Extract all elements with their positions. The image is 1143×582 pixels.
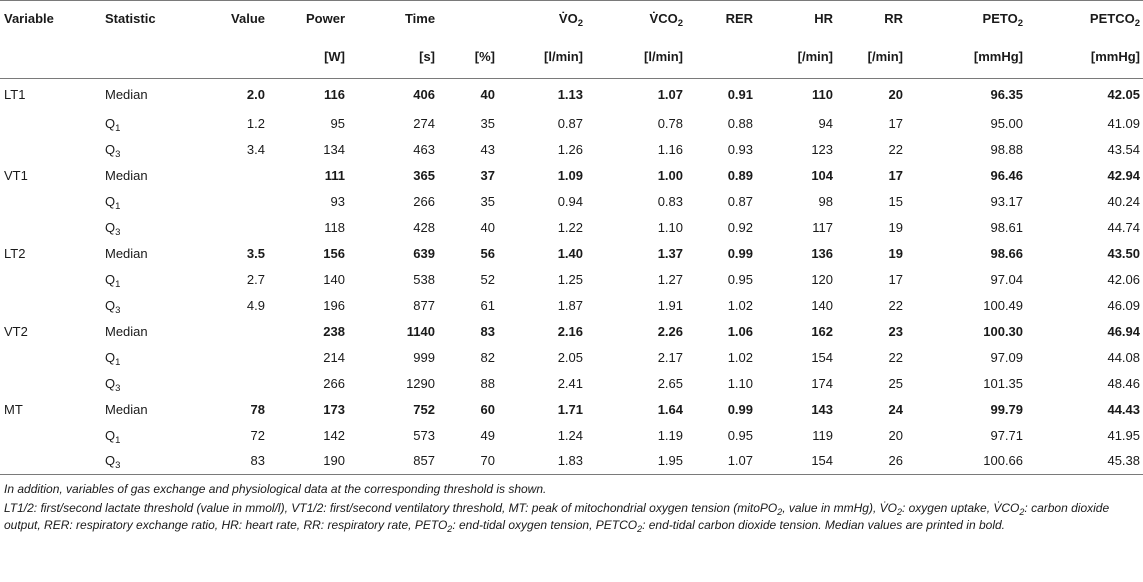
cell-rr: 22 xyxy=(888,297,904,313)
cell-hr: 119 xyxy=(812,427,834,443)
col-petco2: $PETCO_2$ xyxy=(1089,10,1141,29)
table-notes xyxy=(0,475,1143,534)
cell-power: 266 xyxy=(323,375,345,391)
cell-peto2: 98.61 xyxy=(990,219,1024,235)
cell-variable xyxy=(0,423,105,449)
cell-petco2: 40.24 xyxy=(1107,193,1141,209)
cell-rr: 22 xyxy=(888,349,904,365)
cell-rer: 0.89 xyxy=(727,167,754,183)
cell-rer: 0.91 xyxy=(727,86,754,102)
cell-value xyxy=(205,215,265,241)
cell-vo2: 1.26 xyxy=(557,141,584,157)
col-vco2: $V̇CO_2$ xyxy=(649,10,684,29)
cell-power: 111 xyxy=(324,167,345,183)
cell-hr: 136 xyxy=(811,245,834,261)
cell-value: 78 xyxy=(250,401,265,417)
cell-vo2: 1.25 xyxy=(557,271,584,287)
cell-vo2: 0.87 xyxy=(557,115,584,131)
cell-hr: 174 xyxy=(811,375,834,391)
cell-peto2: 100.66 xyxy=(903,449,1023,475)
cell-time-pct: 56 xyxy=(480,245,496,261)
cell-power: 173 xyxy=(323,401,345,417)
cell-statistic: $Q_3$ xyxy=(105,449,205,475)
cell-hr: 117 xyxy=(812,219,834,235)
cell-rer: 0.95 xyxy=(727,427,754,443)
cell-statistic: $Q_1$ xyxy=(105,271,121,290)
cell-value xyxy=(205,371,265,397)
cell-hr: 162 xyxy=(811,323,834,339)
cell-peto2: 97.09 xyxy=(990,349,1024,365)
cell-rr: 22 xyxy=(888,141,904,157)
unit-petco2: [mmHg] xyxy=(1023,37,1143,79)
cell-variable: MT xyxy=(4,401,23,417)
cell-vco2: 0.83 xyxy=(657,193,684,209)
cell-rr: 20 xyxy=(888,427,904,443)
cell-peto2: 98.66 xyxy=(990,245,1024,261)
cell-rr: 19 xyxy=(888,219,904,235)
cell-variable xyxy=(0,111,105,137)
cell-time-s: 463 xyxy=(413,141,435,157)
cell-vco2: 1.10 xyxy=(657,219,684,235)
unit-vco2: [l/min] xyxy=(583,37,683,79)
cell-rr: 20 xyxy=(888,86,904,102)
cell-value: 2.7 xyxy=(246,271,265,287)
cell-variable xyxy=(0,267,105,293)
note-line-1: In addition, variables of gas exchange and physiological data at the corresponding threshold is shown. xyxy=(4,482,547,496)
col-variable: Variable xyxy=(4,10,54,26)
col-hr: HR xyxy=(814,10,834,26)
cell-value: 3.4 xyxy=(246,141,265,157)
cell-variable xyxy=(0,345,105,371)
col-peto2: $PETO_2$ xyxy=(982,10,1024,29)
table-body xyxy=(0,79,1143,475)
cell-statistic: $Q_3$ xyxy=(105,141,121,160)
cell-petco2: 46.09 xyxy=(1107,297,1141,313)
cell-hr: 154 xyxy=(811,349,834,365)
cell-value: 4.9 xyxy=(246,297,265,313)
cell-peto2: 100.30 xyxy=(983,323,1024,339)
cell-hr: 104 xyxy=(811,167,834,183)
cell-value: 2.0 xyxy=(246,86,265,102)
table-row xyxy=(0,215,1143,241)
cell-rer: 0.88 xyxy=(727,115,754,131)
cell-hr: 154 xyxy=(753,449,833,475)
cell-value xyxy=(205,189,265,215)
col-rr: RR xyxy=(884,10,904,26)
cell-petco2: 43.54 xyxy=(1107,141,1141,157)
cell-time-pct: 35 xyxy=(480,193,496,209)
table-row xyxy=(0,79,1143,111)
cell-vo2: 1.40 xyxy=(557,245,584,261)
cell-time-s: 752 xyxy=(413,401,435,417)
cell-statistic: Median xyxy=(105,245,148,261)
cell-peto2: 97.04 xyxy=(990,271,1024,287)
cell-time-s: 573 xyxy=(413,427,435,443)
cell-time-pct: 88 xyxy=(480,375,496,391)
cell-statistic: $Q_1$ xyxy=(105,427,121,446)
cell-rer: 1.02 xyxy=(727,297,754,313)
cell-time-s: 857 xyxy=(345,449,435,475)
cell-vco2: 1.95 xyxy=(583,449,683,475)
cell-variable xyxy=(0,371,105,397)
cell-statistic: Median xyxy=(105,167,148,183)
table-row xyxy=(0,371,1143,397)
col-rer: RER xyxy=(725,10,754,26)
cell-power: 134 xyxy=(323,141,345,157)
note-line-2: LT1/2: first/second lactate threshold (value in mmol/l), VT1/2: first/second ventilatory threshold, MT: peak of mitochondrial oxygen tension (mitoPO$_2$, value in mmHg), $V̇O_2$: oxygen uptake, $V̇CO_2$: carbon dioxide output, RER: respiratory exchange ratio, HR: heart rate, RR: respiratory rate, $PETO_2$: end-tidal oxygen tension, $PETCO_2$: end-tidal carbon dioxide tension. Median values are printed in bold. xyxy=(4,501,1110,534)
cell-rr: 17 xyxy=(888,115,904,131)
cell-rer: 1.02 xyxy=(727,349,754,365)
cell-vco2: 2.65 xyxy=(657,375,684,391)
cell-time-pct: 60 xyxy=(480,401,496,417)
cell-petco2: 45.38 xyxy=(1023,449,1143,475)
cell-vco2: 2.17 xyxy=(657,349,684,365)
cell-vo2: 0.94 xyxy=(557,193,584,209)
table-row xyxy=(0,345,1143,371)
cell-vco2: 1.91 xyxy=(657,297,684,313)
cell-variable: VT2 xyxy=(4,323,28,339)
cell-vo2: 1.71 xyxy=(557,401,584,417)
table-row xyxy=(0,241,1143,267)
cell-variable xyxy=(0,137,105,163)
table-row xyxy=(0,397,1143,423)
cell-time-s: 428 xyxy=(413,219,435,235)
cell-vco2: 1.19 xyxy=(657,427,684,443)
cell-rr: 25 xyxy=(888,375,904,391)
cell-value: 1.2 xyxy=(246,115,265,131)
table-row xyxy=(0,267,1143,293)
cell-hr: 110 xyxy=(812,86,834,102)
cell-statistic: Median xyxy=(105,323,148,339)
cell-variable xyxy=(0,215,105,241)
cell-rer: 1.06 xyxy=(727,323,754,339)
cell-vco2: 1.37 xyxy=(657,245,684,261)
cell-power: 238 xyxy=(323,323,345,339)
cell-statistic: $Q_1$ xyxy=(105,193,121,212)
cell-petco2: 44.08 xyxy=(1107,349,1141,365)
cell-rer: 1.07 xyxy=(683,449,753,475)
cell-vo2: 2.05 xyxy=(557,349,584,365)
cell-rr: 17 xyxy=(888,167,904,183)
cell-statistic: $Q_3$ xyxy=(105,219,121,238)
table-row xyxy=(0,423,1143,449)
cell-time-pct: 82 xyxy=(480,349,496,365)
cell-time-pct: 49 xyxy=(480,427,496,443)
cell-time-s: 406 xyxy=(413,86,435,102)
cell-rer: 0.99 xyxy=(727,401,754,417)
cell-time-pct: 37 xyxy=(480,167,496,183)
cell-variable: LT1 xyxy=(4,86,26,102)
cell-hr: 98 xyxy=(818,193,834,209)
cell-vo2: 1.09 xyxy=(557,167,584,183)
cell-hr: 123 xyxy=(811,141,834,157)
cell-vco2: 1.07 xyxy=(657,86,684,102)
cell-peto2: 96.35 xyxy=(990,86,1024,102)
cell-petco2: 41.09 xyxy=(1107,115,1141,131)
cell-petco2: 44.74 xyxy=(1107,219,1141,235)
cell-rr: 15 xyxy=(888,193,904,209)
cell-power: 196 xyxy=(323,297,345,313)
cell-petco2: 48.46 xyxy=(1107,375,1141,391)
table-row xyxy=(0,163,1143,189)
cell-vo2: 2.16 xyxy=(557,323,584,339)
cell-time-s: 639 xyxy=(413,245,435,261)
unit-hr: [/min] xyxy=(753,37,833,79)
cell-time-pct: 83 xyxy=(480,323,496,339)
cell-value: 3.5 xyxy=(246,245,265,261)
cell-vco2: 1.16 xyxy=(657,141,684,157)
cell-vo2: 1.13 xyxy=(557,86,584,102)
cell-petco2: 43.50 xyxy=(1107,245,1141,261)
cell-vco2: 0.78 xyxy=(657,115,684,131)
cell-power: 214 xyxy=(323,349,345,365)
cell-power: 140 xyxy=(323,271,345,287)
unit-rr: [/min] xyxy=(833,37,903,79)
cell-time-s: 538 xyxy=(413,271,435,287)
table-row xyxy=(0,189,1143,215)
cell-power: 156 xyxy=(323,245,345,261)
cell-statistic: Median xyxy=(105,401,148,417)
cell-rr: 26 xyxy=(833,449,903,475)
cell-variable: VT1 xyxy=(4,167,28,183)
cell-vco2: 1.00 xyxy=(657,167,684,183)
cell-value xyxy=(205,345,265,371)
cell-time-s: 365 xyxy=(413,167,435,183)
cell-rr: 23 xyxy=(888,323,904,339)
cell-petco2: 42.05 xyxy=(1107,86,1141,102)
cell-rer: 1.10 xyxy=(727,375,754,391)
cell-hr: 140 xyxy=(811,297,834,313)
col-statistic: Statistic xyxy=(105,10,156,26)
cell-value: 83 xyxy=(205,449,265,475)
col-value: Value xyxy=(231,10,265,26)
cell-rer: 0.93 xyxy=(727,141,754,157)
cell-time-s: 999 xyxy=(413,349,435,365)
cell-time-s: 877 xyxy=(413,297,435,313)
cell-peto2: 99.79 xyxy=(990,401,1024,417)
cell-petco2: 41.95 xyxy=(1107,427,1141,443)
units-row xyxy=(0,37,1143,79)
table-row xyxy=(0,319,1143,345)
cell-statistic: $Q_3$ xyxy=(105,297,121,316)
cell-value xyxy=(205,319,265,345)
cell-time-pct: 40 xyxy=(480,219,496,235)
table-row xyxy=(0,137,1143,163)
cell-rr: 24 xyxy=(888,401,904,417)
cell-statistic: $Q_1$ xyxy=(105,349,121,368)
cell-variable xyxy=(0,293,105,319)
cell-peto2: 98.88 xyxy=(990,141,1024,157)
cell-value xyxy=(205,163,265,189)
col-time: Time xyxy=(404,10,436,26)
unit-time-s: [s] xyxy=(345,37,435,79)
table-row xyxy=(0,293,1143,319)
cell-value: 72 xyxy=(250,427,265,443)
cell-vo2: 1.83 xyxy=(495,449,583,475)
cell-hr: 143 xyxy=(811,401,834,417)
cell-vco2: 1.64 xyxy=(657,401,684,417)
cell-time-pct: 40 xyxy=(480,86,496,102)
cell-petco2: 42.06 xyxy=(1107,271,1141,287)
cell-power: 116 xyxy=(324,86,345,102)
cell-vo2: 1.24 xyxy=(557,427,584,443)
unit-time-pct: [%] xyxy=(435,37,495,79)
cell-statistic: $Q_3$ xyxy=(105,375,121,394)
cell-power: 95 xyxy=(330,115,345,131)
unit-peto2: [mmHg] xyxy=(903,37,1023,79)
cell-vo2: 2.41 xyxy=(557,375,584,391)
cell-petco2: 42.94 xyxy=(1107,167,1141,183)
cell-vo2: 1.87 xyxy=(557,297,584,313)
unit-power: [W] xyxy=(265,37,345,79)
cell-power: 142 xyxy=(323,427,345,443)
cell-vco2: 2.26 xyxy=(657,323,684,339)
cell-peto2: 97.71 xyxy=(990,427,1024,443)
cell-rr: 17 xyxy=(888,271,904,287)
cell-variable: LT2 xyxy=(4,245,26,261)
cell-vo2: 1.22 xyxy=(557,219,584,235)
cell-peto2: 96.46 xyxy=(990,167,1024,183)
header-row xyxy=(0,1,1143,37)
cell-rer: 0.95 xyxy=(727,271,754,287)
cell-time-pct: 70 xyxy=(435,449,495,475)
cell-variable xyxy=(0,449,105,475)
cell-petco2: 44.43 xyxy=(1107,401,1141,417)
cell-time-s: 1140 xyxy=(406,323,435,339)
cell-hr: 94 xyxy=(818,115,834,131)
cell-hr: 120 xyxy=(811,271,834,287)
cell-time-s: 266 xyxy=(413,193,435,209)
cell-time-pct: 52 xyxy=(480,271,496,287)
cell-time-s: 1290 xyxy=(406,375,435,391)
cell-time-pct: 61 xyxy=(480,297,496,313)
cell-rer: 0.92 xyxy=(727,219,754,235)
cell-statistic: $Q_1$ xyxy=(105,115,121,134)
cell-peto2: 93.17 xyxy=(990,193,1024,209)
cell-peto2: 100.49 xyxy=(983,297,1024,313)
cell-petco2: 46.94 xyxy=(1107,323,1141,339)
table-row xyxy=(0,111,1143,137)
col-power: Power xyxy=(305,10,345,26)
cell-peto2: 95.00 xyxy=(990,115,1024,131)
unit-vo2: [l/min] xyxy=(495,37,583,79)
cell-vco2: 1.27 xyxy=(657,271,684,287)
cell-power: 190 xyxy=(265,449,345,475)
cell-statistic: Median xyxy=(105,86,148,102)
cell-rer: 0.99 xyxy=(727,245,754,261)
cell-time-pct: 35 xyxy=(480,115,496,131)
col-vo2: $V̇O_2$ xyxy=(558,10,584,29)
table-row xyxy=(0,449,1143,475)
cell-power: 93 xyxy=(330,193,345,209)
cell-variable xyxy=(0,189,105,215)
cell-peto2: 101.35 xyxy=(983,375,1024,391)
cell-power: 118 xyxy=(324,219,345,235)
cell-rer: 0.87 xyxy=(727,193,754,209)
cell-time-pct: 43 xyxy=(480,141,496,157)
cell-rr: 19 xyxy=(888,245,904,261)
cell-time-s: 274 xyxy=(413,115,435,131)
